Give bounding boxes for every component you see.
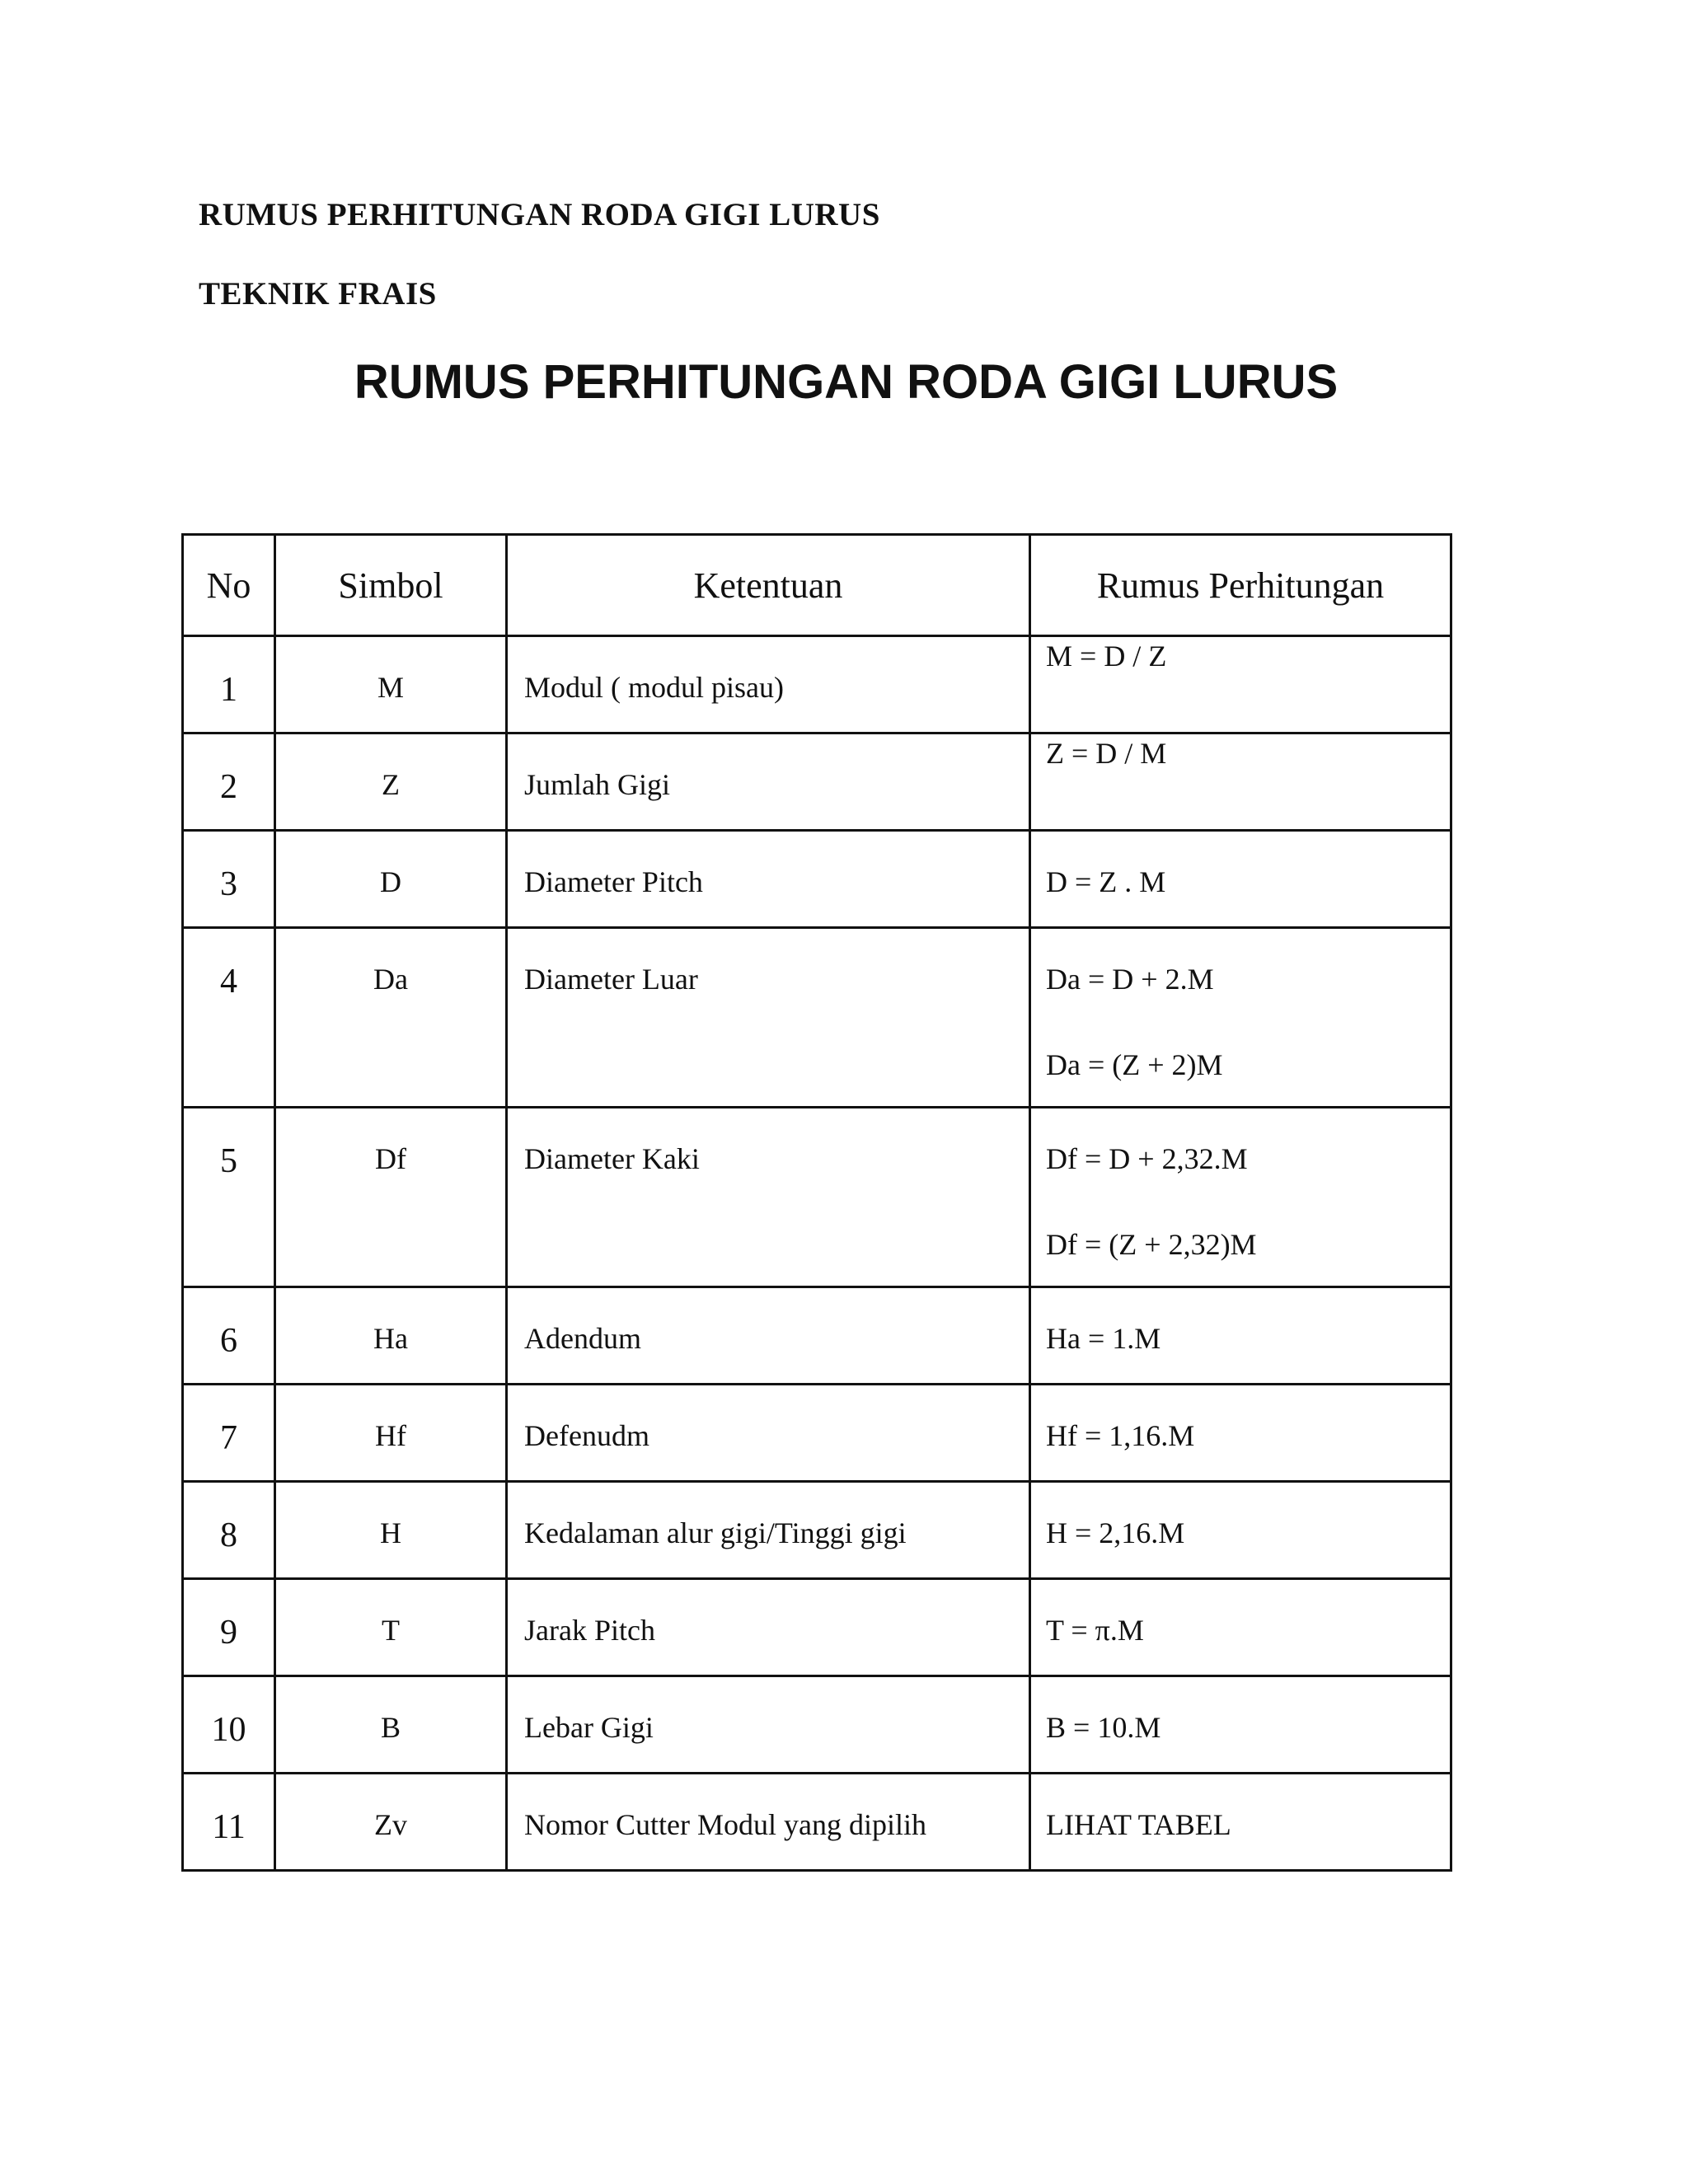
row-ketentuan: Jarak Pitch [507, 1579, 1030, 1676]
row-ketentuan: Jumlah Gigi [507, 733, 1030, 831]
row-no: 2 [183, 733, 275, 831]
row-no: 3 [183, 831, 275, 928]
row-no: 8 [183, 1482, 275, 1579]
table-row [183, 831, 1451, 928]
row-no: 11 [183, 1774, 275, 1871]
row-simbol: Z [275, 733, 507, 831]
column-header-rumus: Rumus Perhitungan [1030, 535, 1451, 636]
row-ketentuan: Defenudm [507, 1385, 1030, 1482]
row-simbol: M [275, 636, 507, 733]
row-rumus: Ha = 1.M [1030, 1287, 1451, 1385]
table-header-row [183, 535, 1451, 636]
row-simbol: T [275, 1579, 507, 1676]
row-no: 5 [183, 1108, 275, 1287]
row-rumus: D = Z . M [1030, 831, 1451, 928]
table-row [183, 1676, 1451, 1774]
row-ketentuan: Adendum [507, 1287, 1030, 1385]
row-ketentuan: Nomor Cutter Modul yang dipilih [507, 1774, 1030, 1871]
table-row [183, 1482, 1451, 1579]
table-row [183, 1579, 1451, 1676]
row-simbol: Ha [275, 1287, 507, 1385]
row-rumus: Z = D / M [1030, 733, 1451, 831]
row-ketentuan: Diameter Pitch [507, 831, 1030, 928]
row-rumus: T = π.M [1030, 1579, 1451, 1676]
row-no: 6 [183, 1287, 275, 1385]
row-no: 4 [183, 928, 275, 1108]
row-rumus: B = 10.M [1030, 1676, 1451, 1774]
table-row [183, 1108, 1451, 1287]
row-simbol: H [275, 1482, 507, 1579]
row-ketentuan: Lebar Gigi [507, 1676, 1030, 1774]
row-simbol: D [275, 831, 507, 928]
table-row [183, 1287, 1451, 1385]
column-header-simbol: Simbol [275, 535, 507, 636]
row-rumus: Hf = 1,16.M [1030, 1385, 1451, 1482]
row-simbol: Zv [275, 1774, 507, 1871]
row-ketentuan: Kedalaman alur gigi/Tinggi gigi [507, 1482, 1030, 1579]
row-simbol: Hf [275, 1385, 507, 1482]
table-row [183, 733, 1451, 831]
column-header-ketentuan: Ketentuan [507, 535, 1030, 636]
document-subheading: TEKNIK FRAIS [199, 276, 437, 312]
row-no: 10 [183, 1676, 275, 1774]
row-rumus: LIHAT TABEL [1030, 1774, 1451, 1871]
row-simbol: Da [275, 928, 507, 1108]
table-row [183, 1385, 1451, 1482]
column-header-no: No [183, 535, 275, 636]
formula-table [181, 533, 1452, 1872]
page-title: RUMUS PERHITUNGAN RODA GIGI LURUS [354, 355, 1339, 409]
row-ketentuan: Diameter Luar [507, 928, 1030, 1108]
document-heading: RUMUS PERHITUNGAN RODA GIGI LURUS [199, 197, 880, 232]
row-rumus: M = D / Z [1030, 636, 1451, 733]
row-no: 9 [183, 1579, 275, 1676]
row-simbol: B [275, 1676, 507, 1774]
table-row [183, 636, 1451, 733]
row-rumus: Df = D + 2,32.M Df = (Z + 2,32)M [1030, 1108, 1451, 1287]
row-rumus: H = 2,16.M [1030, 1482, 1451, 1579]
row-no: 1 [183, 636, 275, 733]
table-row [183, 928, 1451, 1108]
table-row [183, 1774, 1451, 1871]
row-no: 7 [183, 1385, 275, 1482]
row-simbol: Df [275, 1108, 507, 1287]
row-ketentuan: Modul ( modul pisau) [507, 636, 1030, 733]
row-ketentuan: Diameter Kaki [507, 1108, 1030, 1287]
row-rumus: Da = D + 2.M Da = (Z + 2)M [1030, 928, 1451, 1108]
